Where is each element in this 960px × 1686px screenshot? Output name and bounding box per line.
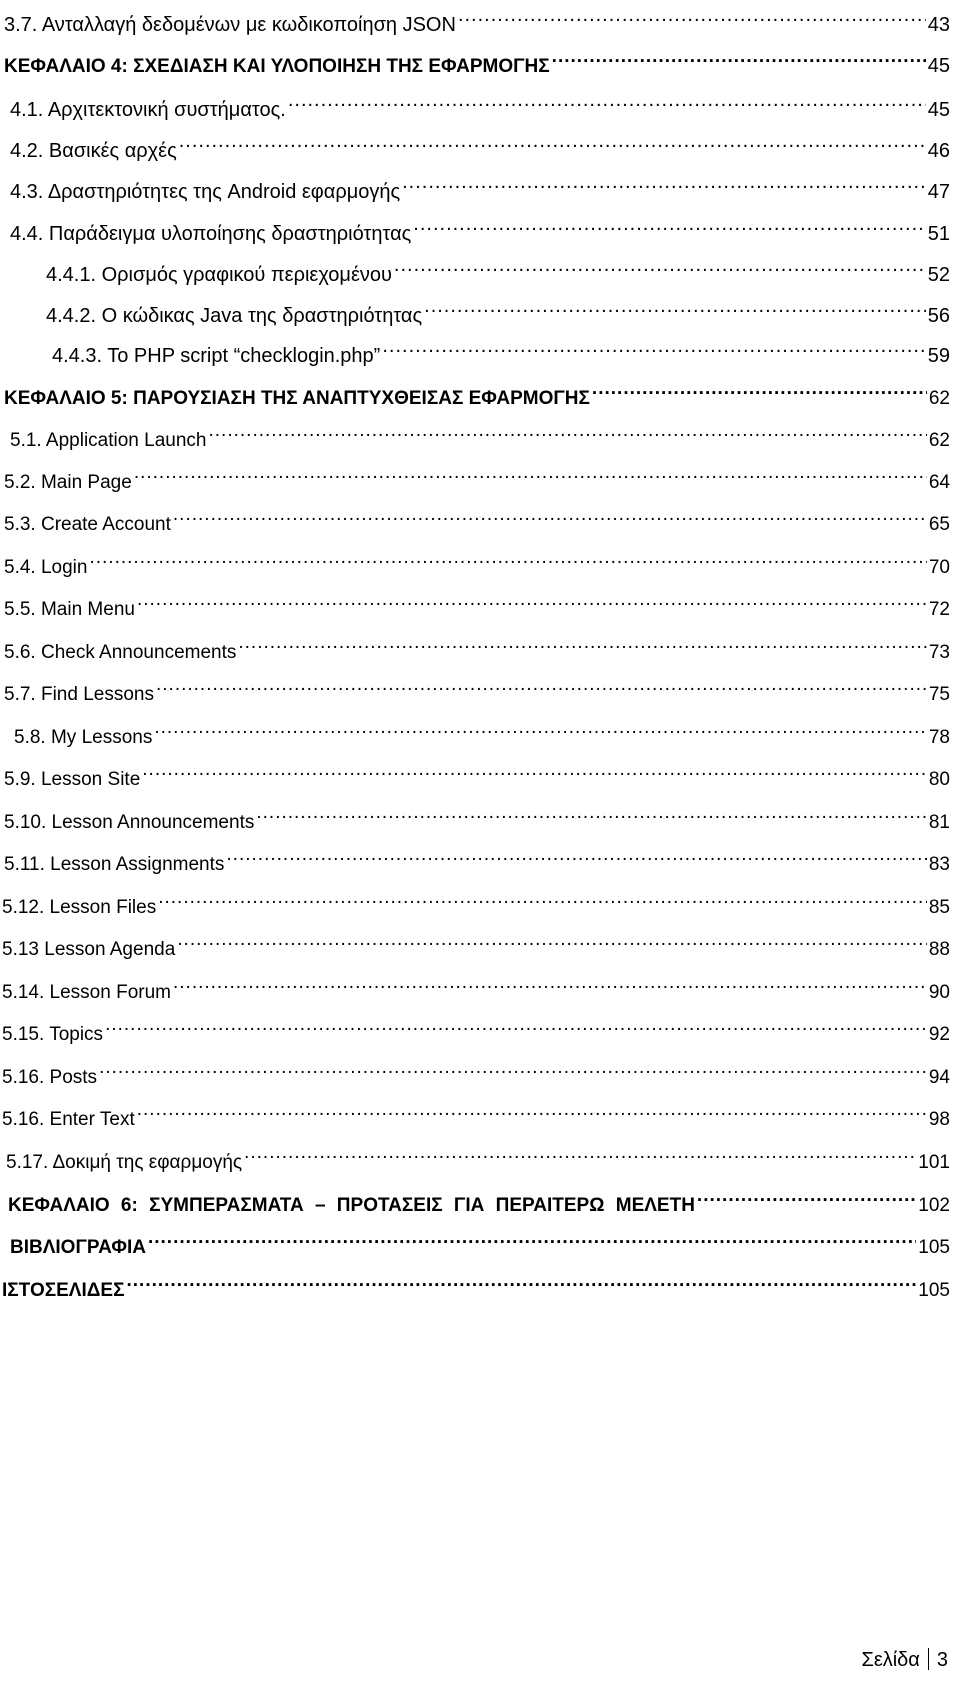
toc-entry-label: 5.9. Lesson Site	[4, 769, 141, 790]
toc-entry-page: 45	[927, 99, 950, 121]
toc-leader-dots	[244, 1134, 916, 1168]
toc-leader-dots	[226, 836, 926, 870]
toc-entry	[4, 539, 950, 578]
toc-entry-label: 5.16. Enter Text	[2, 1109, 135, 1130]
toc-entry-label: ΚΕΦΑΛΑΙΟ 5: ΠΑΡΟΥΣΙΑΣΗ ΤΗΣ ΑΝΑΠΤΥΧΘΕΙΣΑΣ ΕΦΑΡΜΟΓΗΣ	[4, 388, 590, 409]
toc-leader-dots	[697, 1177, 916, 1211]
toc-entry-label: 5.10. Lesson Announcements	[4, 812, 255, 833]
toc-entry	[2, 964, 950, 1003]
toc-leader-dots	[458, 0, 926, 31]
toc-entry-chapter	[4, 370, 950, 409]
toc-leader-dots	[173, 964, 927, 998]
toc-entry-label: 4.4.3. Το PHP script “checklogin.php”	[52, 345, 381, 367]
toc-leader-dots	[177, 921, 927, 955]
toc-entry-page: 102	[918, 1195, 950, 1216]
toc-entry-label: 5.2. Main Page	[4, 472, 132, 493]
toc-entry	[4, 581, 950, 620]
toc-entry-page: 105	[918, 1237, 950, 1258]
toc-entry-page: 92	[928, 1024, 950, 1045]
toc-leader-dots	[137, 1091, 927, 1125]
toc-leader-dots	[99, 1049, 927, 1083]
toc-entry-label: 5.4. Login	[4, 557, 88, 578]
toc-leader-dots	[154, 709, 927, 743]
toc-entry	[4, 0, 950, 36]
toc-entry	[4, 836, 950, 875]
toc-entry-label: 5.5. Main Menu	[4, 599, 135, 620]
toc-entry-label: ΒΙΒΛΙΟΓΡΑΦΙΑ	[10, 1237, 146, 1258]
toc-leader-dots	[592, 370, 927, 404]
toc-entry-page: 51	[927, 223, 950, 245]
toc-entry-page: 83	[928, 854, 950, 875]
toc-entry-page: 43	[927, 14, 950, 36]
toc-entry	[14, 709, 950, 748]
toc-entry-label: 5.6. Check Announcements	[4, 642, 237, 663]
toc-entry	[10, 412, 950, 451]
toc-entry-label: 5.14. Lesson Forum	[2, 982, 171, 1003]
toc-entry-page: 98	[928, 1109, 950, 1130]
toc-entry-page: 88	[928, 939, 950, 960]
toc-entry-label: ΙΣΤΟΣΕΛΙΔΕΣ	[2, 1280, 125, 1301]
toc-leader-dots	[402, 164, 926, 198]
toc-entry-page: 59	[927, 345, 950, 367]
toc-leader-dots	[552, 38, 926, 72]
toc-entry-page: 81	[928, 812, 950, 833]
toc-entry-page: 70	[928, 557, 950, 578]
toc-entry-label: 4.3. Δραστηριότητες της Android εφαρμογής	[10, 181, 401, 203]
toc-entry	[52, 328, 950, 367]
toc-entry-page: 85	[928, 897, 950, 918]
toc-entry-label: 4.2. Βασικές αρχές	[10, 140, 177, 162]
toc-entry-page: 94	[928, 1067, 950, 1088]
toc-entry-label: 5.1. Application Launch	[10, 430, 207, 451]
toc-entry-label: 5.17. Δοκιμή της εφαρμογής	[6, 1152, 243, 1173]
toc-leader-dots	[89, 539, 926, 573]
toc-leader-dots	[142, 751, 927, 785]
toc-entry-page: 105	[918, 1280, 950, 1301]
toc-entry-label: 5.15. Topics	[2, 1024, 104, 1045]
toc-leader-dots	[424, 288, 926, 322]
toc-entry-label: 5.16. Posts	[2, 1067, 98, 1088]
toc-leader-dots	[105, 1006, 927, 1040]
toc-entry-page: 62	[928, 388, 950, 409]
toc-entry-label: 4.4. Παράδειγμα υλοποίησης δραστηριότητας	[10, 223, 412, 245]
toc-entry	[2, 1091, 950, 1130]
toc-leader-dots	[394, 247, 926, 281]
toc-leader-dots	[158, 879, 927, 913]
toc-leader-dots	[288, 82, 926, 116]
toc-leader-dots	[413, 206, 925, 240]
toc-entry	[10, 82, 950, 121]
toc-entry	[4, 666, 950, 705]
toc-leader-dots	[156, 666, 927, 700]
toc-entry-page: 56	[927, 305, 950, 327]
toc-entry-page: 101	[918, 1152, 950, 1173]
toc-entry-label: 4.1. Αρχιτεκτονική συστήματος.	[10, 99, 286, 121]
toc-entry-page: 47	[927, 181, 950, 203]
toc-entry	[4, 624, 950, 663]
toc-entry-label: 5.7. Find Lessons	[4, 684, 154, 705]
toc-entry	[46, 247, 950, 286]
toc-leader-dots	[209, 412, 927, 446]
toc-entry-label: 4.4.1. Ορισμός γραφικού περιεχομένου	[46, 264, 392, 286]
toc-entry-page: 45	[927, 55, 950, 77]
toc-entry	[4, 751, 950, 790]
toc-entry	[46, 288, 950, 327]
toc-entry-label: 5.12. Lesson Files	[2, 897, 157, 918]
toc-leader-dots	[382, 328, 925, 362]
toc-entry-chapter	[8, 1177, 950, 1216]
toc-entry	[4, 454, 950, 493]
toc-entry-page: 62	[928, 430, 950, 451]
footer-page-number: 3	[936, 1649, 948, 1671]
toc-entry-label: 5.11. Lesson Assignments	[4, 854, 225, 875]
toc-entry-label: 5.13 Lesson Agenda	[2, 939, 176, 960]
toc-entry-page: 73	[928, 642, 950, 663]
toc-entry	[2, 921, 950, 960]
toc-entry-page: 90	[928, 982, 950, 1003]
toc-entry	[10, 164, 950, 203]
toc-entry-label: ΚΕΦΑΛΑΙΟ 6: ΣΥΜΠΕΡΑΣΜΑΤΑ – ΠΡΟΤΑΣΕΙΣ ΓΙΑ ΠΕΡΑΙΤΕΡΩ ΜΕΛΕΤΗ	[8, 1195, 695, 1216]
toc-entry-label: ΚΕΦΑΛΑΙΟ 4: ΣΧΕΔΙΑΣΗ ΚΑΙ ΥΛΟΠΟΙΗΣΗ ΤΗΣ ΕΦΑΡΜΟΓΗΣ	[4, 56, 550, 77]
toc-entry-chapter	[2, 1262, 950, 1301]
page-footer	[861, 1648, 948, 1672]
toc-entry	[10, 206, 950, 245]
toc-entry-label: 3.7. Ανταλλαγή δεδομένων με κωδικοποίηση JSON	[4, 14, 456, 36]
toc-entry-label: 4.4.2. Ο κώδικας Java της δραστηριότητας	[46, 305, 423, 327]
toc-entry	[2, 1006, 950, 1045]
toc-entry-page: 80	[928, 769, 950, 790]
toc-entry-page: 75	[928, 684, 950, 705]
toc-entry-page: 78	[928, 727, 950, 748]
toc-entry-page: 46	[927, 140, 950, 162]
footer-separator	[928, 1648, 929, 1670]
toc-leader-dots	[173, 496, 927, 530]
toc-entry-label: 5.8. My Lessons	[14, 727, 153, 748]
toc-entry	[4, 496, 950, 535]
toc-entry-chapter	[4, 38, 950, 77]
toc-entry-page: 72	[928, 599, 950, 620]
toc-entry-chapter	[10, 1219, 950, 1258]
toc-entry	[2, 879, 950, 918]
toc-entry	[2, 1049, 950, 1088]
toc-entry-page: 65	[928, 514, 950, 535]
toc-leader-dots	[148, 1219, 916, 1253]
toc-entry	[4, 794, 950, 833]
toc-leader-dots	[179, 123, 926, 157]
toc-leader-dots	[238, 624, 926, 658]
toc-entry	[6, 1134, 950, 1173]
toc-leader-dots	[126, 1262, 916, 1296]
toc-leader-dots	[134, 454, 927, 488]
toc-leader-dots	[256, 794, 927, 828]
toc-entry	[10, 123, 950, 162]
toc-leader-dots	[137, 581, 927, 615]
toc-entry-page: 64	[928, 472, 950, 493]
toc-entry-page: 52	[927, 264, 950, 286]
footer-page-label: Σελίδα	[861, 1649, 920, 1671]
toc-entry-label: 5.3. Create Account	[4, 514, 171, 535]
